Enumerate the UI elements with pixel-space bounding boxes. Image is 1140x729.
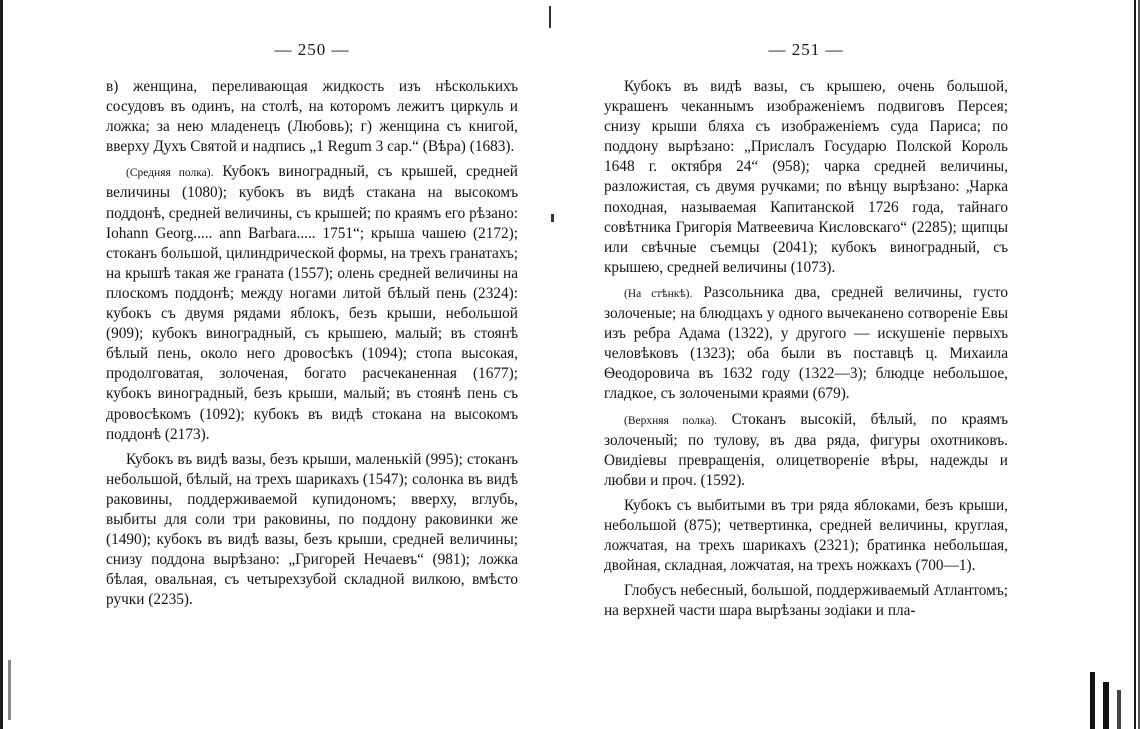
page-text <box>106 77 518 615</box>
page-number: — 250 — <box>274 40 350 59</box>
page-number: — 251 — <box>768 40 844 59</box>
paragraph-text: в) женщина, переливающая жидкость изъ нѣсколькихъ сосудовъ въ одинъ, на столѣ, на которомъ лежитъ циркуль и ложка; за нею младенецъ (Любовь); г) женщина съ книгой, вверху Духъ Святой и надпись „1 Regum 3 cap.“ (Вѣра) (1683). <box>106 78 518 156</box>
scan-artifact <box>8 660 11 720</box>
paragraph <box>604 283 1008 405</box>
paragraph <box>106 450 518 611</box>
scan-edge-right <box>1134 0 1136 729</box>
paragraph <box>604 581 1008 621</box>
paragraph-text: Кубокъ въ видѣ вазы, съ крышею, очень большой, украшенъ чеканнымъ изображеніемъ подвиговъ Персея; снизу крыши бляха съ изображеніемъ суда Париса; по поддону вырѣзано: „Прислалъ Государю Полской Король 1648 г. октября 24“ (958); чарка средней величины, разложистая, съ двумя ручками; по вѣнцу вырѣзано: „Чарка походная, называемая Капитанской 1726 года, тайнаго совѣтника Григорія Матвеевича Кисловскаго“ (2285); щипцы или свѣчные съемцы (2041); кубокъ виноградный, съ крышею, средней величины (1073). <box>604 78 1008 276</box>
paragraph <box>106 162 518 444</box>
section-label: (Верхняя полка). <box>624 414 718 427</box>
gutter-mark <box>551 214 554 222</box>
paragraph-text: Кубокъ съ выбитыми въ три ряда яблоками, безъ крыши, небольшой (875); четвертинка, средней величины, круглая, ложчатая, на трехъ шарикахъ (2321); братинка небольшая, двойная, складная, ложчатая, на трехъ ножкахъ (700—1). <box>604 496 1008 575</box>
paragraph <box>604 77 1008 278</box>
paragraph-text: Стоканъ высокій, бѣлый, по краямъ золоченый; по тулову, въ два ряда, фигуры охотниковъ. Овидіевы превращенія, олицетвореніе вѣры, надежды и любви и проч. (1592). <box>604 410 1008 489</box>
paragraph <box>604 496 1008 576</box>
section-label: (Средняя полка). <box>126 167 214 180</box>
scan-edge-left <box>0 0 3 729</box>
paragraph <box>604 410 1008 491</box>
scan-artifact <box>1117 690 1121 729</box>
left-page <box>106 0 518 729</box>
paragraph-text: Кубокъ виноградный, съ крышей, средней величины (1080); кубокъ въ видѣ стакана на высокомъ поддонѣ, средней величины, съ крышей; по краямъ его рѣзано: Iohann Georg..... ann Barbara..... 1751“; крыша чашею (2172); стоканъ большой, цилиндрической формы, на трехъ гранатахъ; на крышѣ такая же граната (1557); олень средней величины на плоскомъ поддонѣ; между ногами литой бѣлый пень (2324): кубокъ съ двумя рядами яблокъ, безъ крыши, небольшой (909); кубокъ виноградный, съ крышею, малый; въ стоянѣ бѣлый пень, около него дровосѣкъ (1094); стопа высокая, продолговатая, золоченая, богато расчеканенная (1677); кубокъ виноградный, безъ крыши, малый; въ стоянѣ пень съ дровосѣкомъ (1092); кубокъ въ видѣ стокана на высокомъ поддонѣ (2173). <box>106 163 518 443</box>
section-label: (На стѣнкѣ). <box>624 287 693 300</box>
scan-artifact <box>1103 682 1109 729</box>
paragraph-text: Кубокъ въ видѣ вазы, безъ крыши, маленькій (995); стоканъ небольшой, бѣлый, на трехъ шарикахъ (1547); солонка въ видѣ раковины, поддерживаемой купидономъ; вверху, вглубь, выбиты для соли три раковины, по поддону раковинки же (1490); кубокъ въ видѣ вазы, безъ крыши, средней величины; снизу поддона вырѣзано: „Григорей Нечаевъ“ (981); ложка бѣлая, овальная, съ четырехзубой складной вилкою, вмѣсто ручки (2235). <box>106 450 518 609</box>
paragraph-text: Глобусъ небесный, большой, поддерживаемый Атлантомъ; на верхней части шара вырѣзаны зодіаки и пла- <box>604 582 1008 620</box>
right-page <box>604 0 1008 729</box>
scan-artifact <box>1090 672 1095 729</box>
gutter-mark <box>549 6 551 28</box>
paragraph-text: Разсольника два, средней величины, густо золоченые; на блюдцахъ у одного вычеканено сотвореніе Евы изъ ребра Адама (1322), у другого — искушеніе первыхъ человѣковъ (1323); оба были въ поставцѣ ц. Михаила Ѳеодоровича въ 1632 году (1322—3); блюдце небольшое, гладкое, съ золочеными краями (679). <box>604 283 1009 403</box>
paragraph <box>106 77 518 157</box>
page-text <box>604 77 1008 626</box>
